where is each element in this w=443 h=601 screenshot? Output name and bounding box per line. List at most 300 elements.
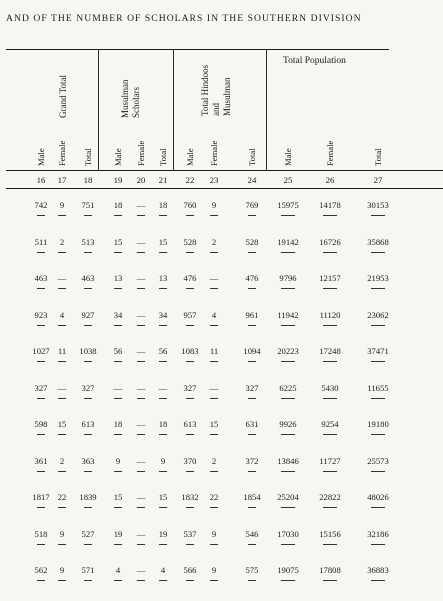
cell-r10-c18: 527	[81, 529, 95, 539]
underline-dash	[137, 434, 145, 435]
cell-r2-c22: 528	[183, 237, 197, 247]
underline-dash	[281, 361, 295, 362]
cell-r8-c16: 361	[34, 456, 48, 466]
cell-r10-c23: 9	[211, 529, 217, 539]
underline-dash	[114, 252, 122, 253]
underline-dash	[58, 544, 66, 545]
underline-dash	[58, 361, 66, 362]
cell-r11-c20: —	[136, 565, 146, 575]
underline-dash	[371, 361, 385, 362]
underline-dash	[323, 215, 337, 216]
cell-r3-c19: 13	[113, 273, 123, 283]
cell-r8-c18: 363	[81, 456, 95, 466]
underline-dash	[186, 398, 194, 399]
cell-r4-c18: 927	[81, 310, 95, 320]
cell-r9-c23: 22	[209, 492, 219, 502]
underline-dash	[114, 361, 122, 362]
separator-grand-total	[98, 50, 99, 170]
cell-r7-c21: 18	[158, 419, 168, 429]
cell-r5-c19: 56	[113, 346, 123, 356]
subheader-total-col18: Total	[83, 148, 93, 166]
header-bottom-rule	[6, 170, 443, 171]
underline-dash	[37, 252, 45, 253]
cell-r10-c24: 546	[245, 529, 259, 539]
cell-r8-c19: 9	[115, 456, 121, 466]
underline-dash	[37, 215, 45, 216]
underline-dash	[58, 325, 66, 326]
cell-r5-c24: 1094	[243, 346, 261, 356]
underline-dash	[37, 361, 45, 362]
underline-dash	[159, 434, 167, 435]
underline-dash	[114, 434, 122, 435]
column-number-22: 22	[185, 175, 195, 185]
cell-r11-c27: 36883	[367, 565, 389, 575]
cell-r6-c24: 327	[245, 383, 259, 393]
cell-r9-c17: 22	[57, 492, 67, 502]
underline-dash	[248, 325, 256, 326]
cell-r10-c22: 537	[183, 529, 197, 539]
subheader-female-col17: Female	[57, 140, 67, 166]
underline-dash	[58, 580, 66, 581]
cell-r7-c22: 613	[183, 419, 197, 429]
cell-r11-c23: 9	[211, 565, 217, 575]
cell-r3-c17: —	[57, 273, 67, 283]
underline-dash	[248, 544, 256, 545]
cell-r4-c26: 11120	[319, 310, 341, 320]
column-number-26: 26	[325, 175, 335, 185]
group-header-hindoo-line2: and	[211, 103, 221, 116]
underline-dash	[137, 507, 145, 508]
underline-dash	[371, 434, 385, 435]
underline-dash	[159, 215, 167, 216]
underline-dash	[137, 288, 145, 289]
underline-dash	[37, 471, 45, 472]
underline-dash	[210, 544, 218, 545]
cell-r10-c19: 19	[113, 529, 123, 539]
cell-r8-c22: 370	[183, 456, 197, 466]
cell-r6-c26: 5430	[321, 383, 339, 393]
subheader-female-col23: Female	[209, 140, 219, 166]
underline-dash	[186, 434, 194, 435]
cell-r10-c26: 15156	[319, 529, 341, 539]
underline-dash	[84, 434, 92, 435]
underline-dash	[371, 398, 385, 399]
cell-r7-c25: 9926	[279, 419, 297, 429]
cell-r5-c23: 11	[209, 346, 219, 356]
cell-r10-c20: —	[136, 529, 146, 539]
underline-dash	[137, 325, 145, 326]
group-header-musulman-line2: Scholars	[131, 87, 141, 118]
cell-r11-c18: 571	[81, 565, 95, 575]
underline-dash	[281, 288, 295, 289]
underline-dash	[186, 507, 194, 508]
column-number-16: 16	[36, 175, 46, 185]
underline-dash	[323, 325, 337, 326]
cell-r2-c21: 15	[158, 237, 168, 247]
underline-dash	[281, 544, 295, 545]
underline-dash	[323, 398, 337, 399]
underline-dash	[37, 507, 45, 508]
underline-dash	[323, 507, 337, 508]
underline-dash	[186, 544, 194, 545]
cell-r10-c27: 32186	[367, 529, 389, 539]
column-number-rule	[6, 188, 443, 189]
underline-dash	[281, 252, 295, 253]
cell-r8-c27: 25573	[367, 456, 389, 466]
underline-dash	[159, 398, 167, 399]
cell-r4-c17: 4	[59, 310, 65, 320]
cell-r8-c21: 9	[160, 456, 166, 466]
column-number-20: 20	[136, 175, 146, 185]
underline-dash	[159, 471, 167, 472]
underline-dash	[248, 471, 256, 472]
cell-r6-c22: 327	[183, 383, 197, 393]
underline-dash	[323, 434, 337, 435]
underline-dash	[186, 288, 194, 289]
cell-r7-c17: 15	[57, 419, 67, 429]
column-number-19: 19	[113, 175, 123, 185]
header-top-rule	[6, 49, 389, 50]
cell-r1-c16: 742	[34, 200, 48, 210]
underline-dash	[323, 288, 337, 289]
underline-dash	[58, 507, 66, 508]
underline-dash	[281, 398, 295, 399]
underline-dash	[159, 507, 167, 508]
underline-dash	[248, 288, 256, 289]
cell-r9-c18: 1839	[79, 492, 97, 502]
underline-dash	[248, 252, 256, 253]
underline-dash	[281, 325, 295, 326]
underline-dash	[210, 325, 218, 326]
underline-dash	[37, 544, 45, 545]
cell-r1-c20: —	[136, 200, 146, 210]
cell-r3-c25: 9796	[279, 273, 297, 283]
underline-dash	[137, 398, 145, 399]
cell-r4-c22: 957	[183, 310, 197, 320]
cell-r3-c16: 463	[34, 273, 48, 283]
underline-dash	[371, 325, 385, 326]
cell-r3-c27: 21953	[367, 273, 389, 283]
cell-r6-c20: —	[136, 383, 146, 393]
underline-dash	[37, 325, 45, 326]
separator-hindoo	[266, 50, 267, 170]
underline-dash	[159, 580, 167, 581]
underline-dash	[210, 252, 218, 253]
underline-dash	[159, 288, 167, 289]
cell-r10-c21: 19	[158, 529, 168, 539]
cell-r5-c18: 1038	[79, 346, 97, 356]
underline-dash	[114, 580, 122, 581]
underline-dash	[323, 252, 337, 253]
group-header-hindoo-line3: Musulman	[222, 77, 232, 116]
underline-dash	[37, 580, 45, 581]
underline-dash	[137, 215, 145, 216]
underline-dash	[37, 288, 45, 289]
cell-r1-c22: 760	[183, 200, 197, 210]
group-header-musulman-line1: Musulman	[120, 79, 130, 118]
cell-r1-c24: 769	[245, 200, 259, 210]
cell-r7-c27: 19180	[367, 419, 389, 429]
underline-dash	[281, 434, 295, 435]
underline-dash	[248, 507, 256, 508]
cell-r5-c22: 1083	[181, 346, 199, 356]
cell-r2-c25: 19142	[277, 237, 299, 247]
cell-r4-c16: 923	[34, 310, 48, 320]
cell-r5-c20: —	[136, 346, 146, 356]
cell-r4-c21: 34	[158, 310, 168, 320]
underline-dash	[84, 361, 92, 362]
cell-r6-c25: 6225	[279, 383, 297, 393]
subheader-female-col20: Female	[136, 140, 146, 166]
cell-r8-c26: 11727	[319, 456, 341, 466]
cell-r7-c26: 9254	[321, 419, 339, 429]
cell-r9-c24: 1854	[243, 492, 261, 502]
underline-dash	[159, 361, 167, 362]
cell-r5-c21: 56	[158, 346, 168, 356]
cell-r11-c24: 575	[245, 565, 259, 575]
underline-dash	[371, 288, 385, 289]
underline-dash	[210, 507, 218, 508]
cell-r5-c17: 11	[57, 346, 67, 356]
underline-dash	[323, 471, 337, 472]
cell-r2-c24: 528	[245, 237, 259, 247]
cell-r1-c25: 15975	[277, 200, 299, 210]
underline-dash	[248, 580, 256, 581]
subheader-male-col22: Male	[185, 148, 195, 166]
cell-r9-c20: —	[136, 492, 146, 502]
cell-r11-c16: 562	[34, 565, 48, 575]
cell-r9-c19: 15	[113, 492, 123, 502]
cell-r5-c25: 20223	[277, 346, 299, 356]
subheader-male-col25: Male	[283, 148, 293, 166]
cell-r4-c24: 961	[245, 310, 259, 320]
separator-musulman	[173, 50, 174, 170]
cell-r9-c26: 22822	[319, 492, 341, 502]
underline-dash	[248, 434, 256, 435]
cell-r10-c17: 9	[59, 529, 65, 539]
underline-dash	[84, 398, 92, 399]
column-number-24: 24	[247, 175, 257, 185]
subheader-female-col26: Female	[325, 140, 335, 166]
underline-dash	[84, 288, 92, 289]
underline-dash	[58, 288, 66, 289]
cell-r8-c24: 372	[245, 456, 259, 466]
underline-dash	[84, 471, 92, 472]
underline-dash	[281, 471, 295, 472]
underline-dash	[84, 252, 92, 253]
cell-r1-c23: 9	[211, 200, 217, 210]
underline-dash	[159, 544, 167, 545]
underline-dash	[186, 471, 194, 472]
underline-dash	[281, 215, 295, 216]
underline-dash	[371, 252, 385, 253]
underline-dash	[114, 544, 122, 545]
cell-r3-c26: 12157	[319, 273, 341, 283]
underline-dash	[84, 544, 92, 545]
cell-r10-c25: 17030	[277, 529, 299, 539]
cell-r6-c18: 327	[81, 383, 95, 393]
underline-dash	[371, 471, 385, 472]
underline-dash	[58, 252, 66, 253]
group-header-hindoo-line1: Total Hindoos	[200, 64, 210, 116]
cell-r3-c24: 476	[245, 273, 259, 283]
cell-r5-c27: 37471	[367, 346, 389, 356]
underline-dash	[210, 215, 218, 216]
cell-r9-c27: 48026	[367, 492, 389, 502]
underline-dash	[159, 252, 167, 253]
underline-dash	[84, 580, 92, 581]
underline-dash	[37, 434, 45, 435]
underline-dash	[248, 215, 256, 216]
underline-dash	[371, 580, 385, 581]
cell-r7-c20: —	[136, 419, 146, 429]
underline-dash	[114, 507, 122, 508]
cell-r8-c20: —	[136, 456, 146, 466]
cell-r7-c18: 613	[81, 419, 95, 429]
underline-dash	[323, 544, 337, 545]
column-number-17: 17	[57, 175, 67, 185]
cell-r8-c23: 2	[211, 456, 217, 466]
cell-r2-c17: 2	[59, 237, 65, 247]
cell-r2-c27: 35868	[367, 237, 389, 247]
cell-r1-c21: 18	[158, 200, 168, 210]
underline-dash	[281, 507, 295, 508]
underline-dash	[186, 325, 194, 326]
cell-r2-c20: —	[136, 237, 146, 247]
group-header-grand-total: Grand Total	[58, 75, 68, 118]
subheader-total-col21: Total	[158, 148, 168, 166]
underline-dash	[210, 471, 218, 472]
cell-r1-c27: 30153	[367, 200, 389, 210]
cell-r5-c26: 17248	[319, 346, 341, 356]
cell-r3-c20: —	[136, 273, 146, 283]
column-number-18: 18	[83, 175, 93, 185]
cell-r4-c23: 4	[211, 310, 217, 320]
cell-r4-c20: —	[136, 310, 146, 320]
cell-r4-c25: 11942	[277, 310, 299, 320]
cell-r11-c17: 9	[59, 565, 65, 575]
underline-dash	[84, 215, 92, 216]
underline-dash	[323, 580, 337, 581]
underline-dash	[58, 471, 66, 472]
cell-r2-c23: 2	[211, 237, 217, 247]
underline-dash	[58, 215, 66, 216]
underline-dash	[281, 580, 295, 581]
underline-dash	[58, 434, 66, 435]
cell-r1-c17: 9	[59, 200, 65, 210]
cell-r6-c16: 327	[34, 383, 48, 393]
cell-r11-c21: 4	[160, 565, 166, 575]
column-number-21: 21	[158, 175, 168, 185]
cell-r7-c24: 631	[245, 419, 259, 429]
cell-r4-c27: 23062	[367, 310, 389, 320]
cell-r7-c19: 18	[113, 419, 123, 429]
cell-r11-c22: 566	[183, 565, 197, 575]
cell-r6-c27: 11655	[367, 383, 389, 393]
underline-dash	[186, 215, 194, 216]
subheader-male-col19: Male	[113, 148, 123, 166]
cell-r10-c16: 518	[34, 529, 48, 539]
underline-dash	[114, 398, 122, 399]
underline-dash	[186, 361, 194, 362]
cell-r9-c16: 1817	[32, 492, 50, 502]
column-number-27: 27	[373, 175, 383, 185]
underline-dash	[58, 398, 66, 399]
cell-r2-c18: 513	[81, 237, 95, 247]
cell-r8-c17: 2	[59, 456, 65, 466]
cell-r1-c26: 14178	[319, 200, 341, 210]
underline-dash	[137, 361, 145, 362]
cell-r1-c18: 751	[81, 200, 95, 210]
column-number-23: 23	[209, 175, 219, 185]
underline-dash	[323, 361, 337, 362]
underline-dash	[137, 471, 145, 472]
group-header-total-population: Total Population	[283, 56, 346, 66]
cell-r3-c22: 476	[183, 273, 197, 283]
cell-r3-c23: —	[209, 273, 219, 283]
cell-r9-c21: 15	[158, 492, 168, 502]
cell-r9-c22: 1832	[181, 492, 199, 502]
cell-r9-c25: 25204	[277, 492, 299, 502]
underline-dash	[210, 361, 218, 362]
underline-dash	[114, 288, 122, 289]
cell-r7-c23: 15	[209, 419, 219, 429]
underline-dash	[371, 544, 385, 545]
underline-dash	[114, 325, 122, 326]
cell-r2-c16: 511	[34, 237, 48, 247]
underline-dash	[248, 398, 256, 399]
cell-r6-c21: —	[158, 383, 168, 393]
cell-r8-c25: 13846	[277, 456, 299, 466]
underline-dash	[159, 325, 167, 326]
underline-dash	[114, 471, 122, 472]
cell-r3-c21: 13	[158, 273, 168, 283]
underline-dash	[37, 398, 45, 399]
subheader-male-col16: Male	[36, 148, 46, 166]
cell-r6-c19: —	[113, 383, 123, 393]
underline-dash	[210, 398, 218, 399]
cell-r1-c19: 18	[113, 200, 123, 210]
underline-dash	[84, 507, 92, 508]
underline-dash	[137, 544, 145, 545]
cell-r5-c16: 1027	[32, 346, 50, 356]
cell-r2-c26: 16726	[319, 237, 341, 247]
cell-r4-c19: 34	[113, 310, 123, 320]
underline-dash	[210, 288, 218, 289]
column-number-25: 25	[283, 175, 293, 185]
underline-dash	[210, 580, 218, 581]
cell-r3-c18: 463	[81, 273, 95, 283]
underline-dash	[186, 580, 194, 581]
cell-r6-c17: —	[57, 383, 67, 393]
subheader-total-col27: Total	[373, 148, 383, 166]
underline-dash	[248, 361, 256, 362]
cell-r2-c19: 15	[113, 237, 123, 247]
cell-r7-c16: 598	[34, 419, 48, 429]
underline-dash	[371, 507, 385, 508]
underline-dash	[210, 434, 218, 435]
underline-dash	[371, 215, 385, 216]
page-title: AND OF THE NUMBER OF SCHOLARS IN THE SOUTHERN DIVISION	[6, 13, 362, 24]
cell-r6-c23: —	[209, 383, 219, 393]
underline-dash	[186, 252, 194, 253]
underline-dash	[84, 325, 92, 326]
underline-dash	[137, 252, 145, 253]
cell-r11-c25: 19075	[277, 565, 299, 575]
cell-r11-c19: 4	[115, 565, 121, 575]
underline-dash	[114, 215, 122, 216]
underline-dash	[137, 580, 145, 581]
